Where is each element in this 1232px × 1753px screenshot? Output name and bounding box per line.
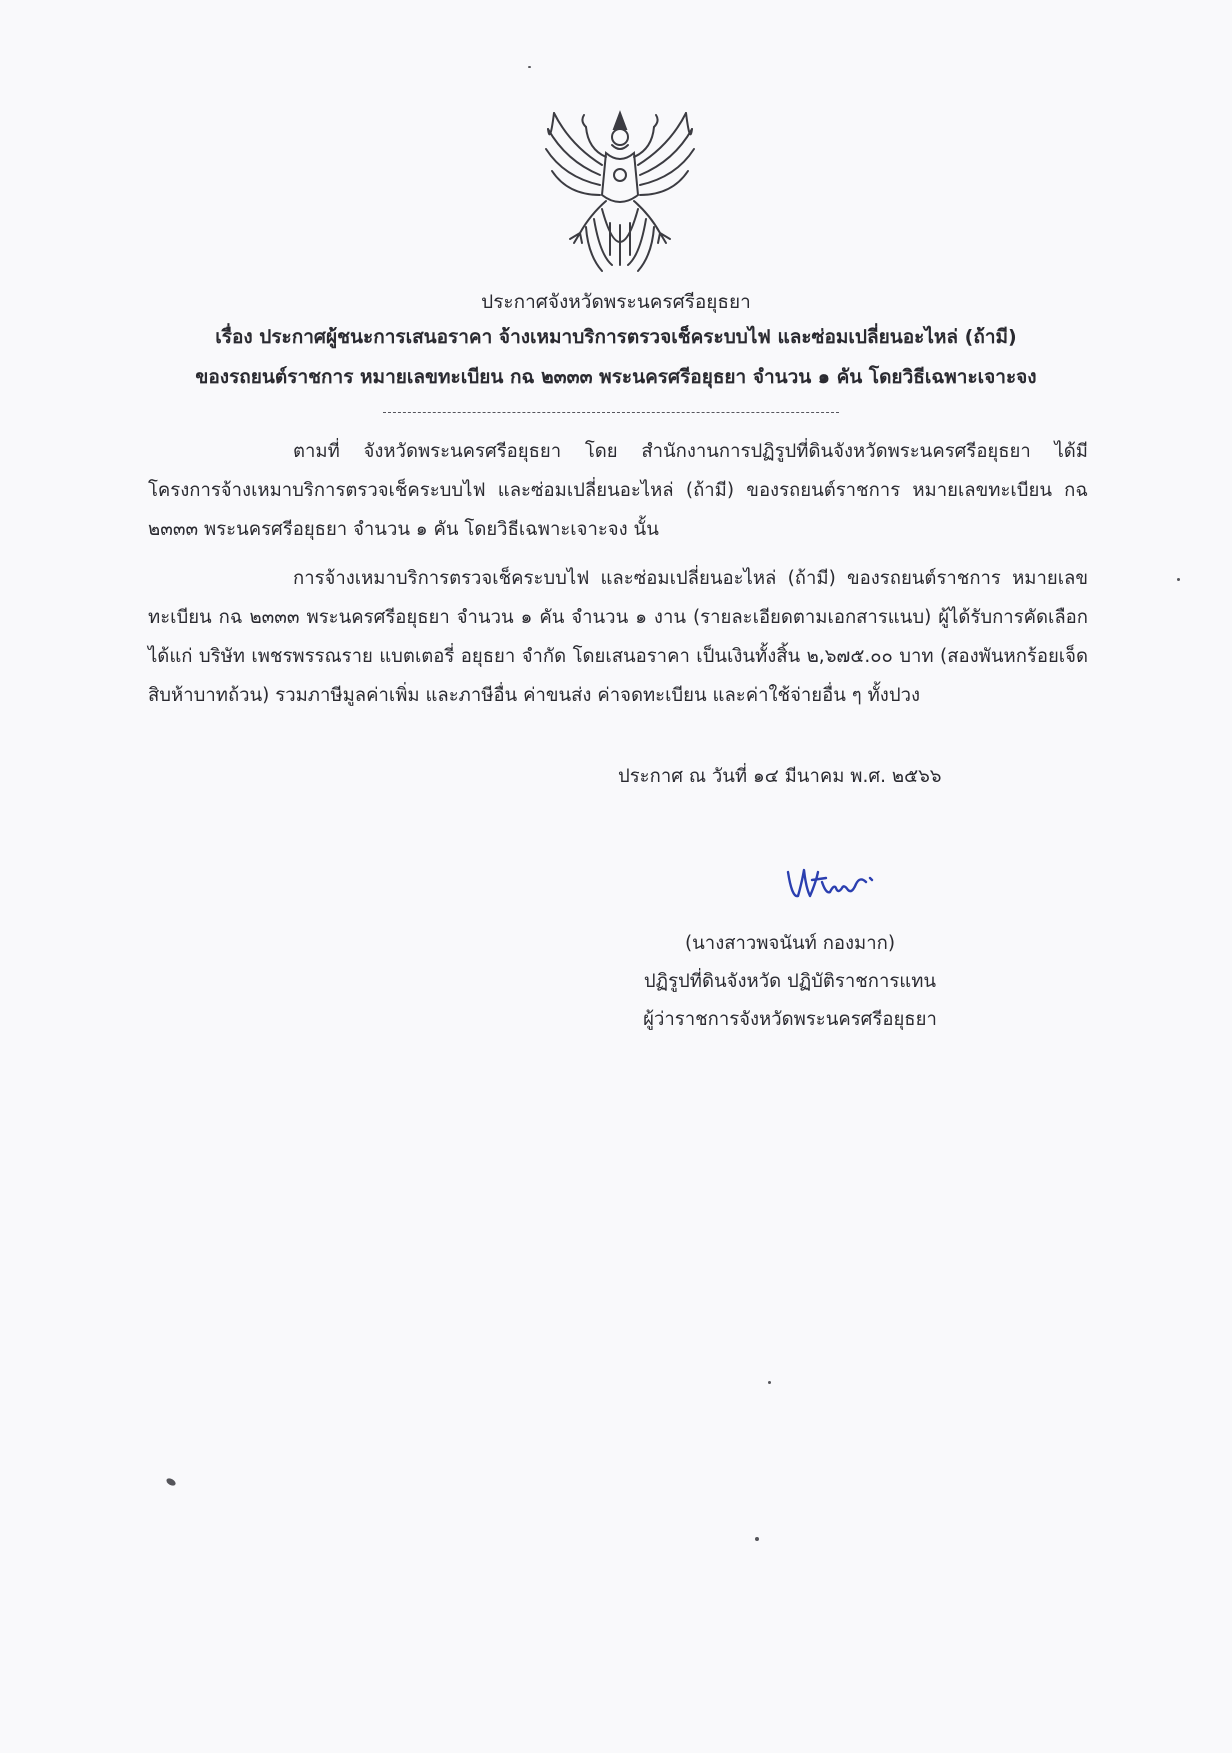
- document-subject-line-1: เรื่อง ประกาศผู้ชนะการเสนอราคา จ้างเหมาบริการตรวจเช็คระบบไฟ และซ่อมเปลี่ยนอะไหล่ (ถ้ามี): [215, 326, 1017, 348]
- handwritten-signature: [782, 858, 892, 908]
- scan-speck: [768, 1381, 771, 1384]
- body-paragraph-2: การจ้างเหมาบริการตรวจเช็คระบบไฟ และซ่อมเปลี่ยนอะไหล่ (ถ้ามี) ของรถยนต์ราชการ หมายเลขทะเบียน กฉ ๒๓๓๓ พระนครศรีอยุธยา จำนวน ๑ คัน จำนวน ๑ งาน (รายละเอียดตามเอกสารแนบ) ผู้ได้รับการคัดเลือก ได้แก่ บริษัท เพชรพรรณราย แบตเตอรี่ อยุธยา จำกัด โดยเสนอราคา เป็นเงินทั้งสิ้น ๒,๖๗๕.๐๐ บาท (สองพันหกร้อยเจ็ดสิบห้าบาทถ้วน) รวมภาษีมูลค่าเพิ่ม และภาษีอื่น ค่าขนส่ง ค่าจดทะเบียน และค่าใช้จ่ายอื่น ๆ ทั้งปวง: [148, 568, 1088, 706]
- announcement-date: ประกาศ ณ วันที่ ๑๔ มีนาคม พ.ศ. ๒๕๖๖: [618, 766, 942, 787]
- document-title: ประกาศจังหวัดพระนครศรีอยุธยา: [481, 291, 751, 313]
- body-paragraph-1: ตามที่ จังหวัดพระนครศรีอยุธยา โดย สำนักงานการปฏิรูปที่ดินจังหวัดพระนครศรีอยุธยา ได้มีโครงการจ้างเหมาบริการตรวจเช็คระบบไฟ และซ่อมเปลี่ยนอะไหล่ (ถ้ามี) ของรถยนต์ราชการ หมายเลขทะเบียน กฉ ๒๓๓๓ พระนครศรีอยุธยา จำนวน ๑ คัน โดยวิธีเฉพาะเจาะจง นั้น: [148, 441, 1088, 540]
- scan-speck: [528, 66, 531, 68]
- scan-speck: [755, 1537, 759, 1541]
- scan-speck: [1177, 578, 1180, 581]
- signatory-name: (นางสาวพจนันท์ กองมาก): [684, 933, 896, 954]
- dashed-divider: [383, 412, 839, 413]
- document-subject-line-2: ของรถยนต์ราชการ หมายเลขทะเบียน กฉ ๒๓๓๓ พระนครศรีอยุธยา จำนวน ๑ คัน โดยวิธีเฉพาะเจาะจง: [195, 366, 1037, 388]
- signatory-position-2: ผู้ว่าราชการจังหวัดพระนครศรีอยุธยา: [643, 1009, 937, 1030]
- scan-speck: [165, 1477, 177, 1487]
- garuda-emblem-icon: [540, 105, 700, 285]
- signatory-position-1: ปฏิรูปที่ดินจังหวัด ปฏิบัติราชการแทน: [643, 971, 937, 992]
- signatory-block: [600, 925, 980, 1039]
